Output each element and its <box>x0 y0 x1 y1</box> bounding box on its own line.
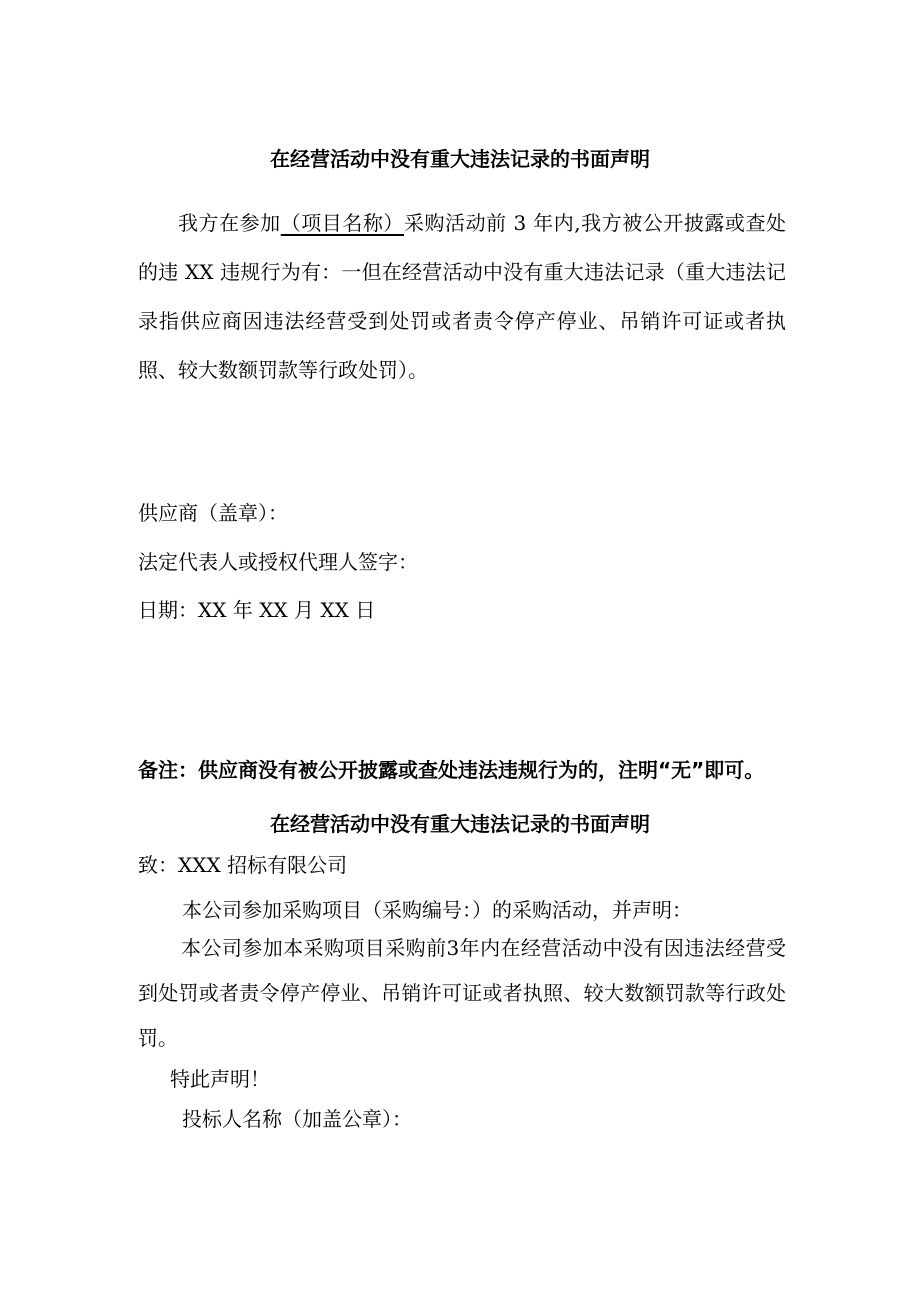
addressee-line: 致：XXX 招标有限公司 <box>138 853 348 877</box>
declaration-intro: 本公司参加采购项目（采购编号：）的采购活动，并声明： <box>182 898 692 922</box>
date-line: 日期：XX 年 XX 月 XX 日 <box>138 598 376 622</box>
note: 备注：供应商没有被公开披露或查处违法违规行为的，注明“无”即可。 <box>138 758 765 782</box>
bidder-seal-line: 投标人名称（加盖公章）： <box>182 1107 412 1131</box>
representative-signature-line: 法定代表人或授权代理人签字： <box>138 550 418 574</box>
declaration-body-2: 本公司参加本采购项目采购前3年内在经营活动中没有因违法经营受到处罚或者责令停产停业、吊销许可证或者执照、较大数额罚款等行政处罚。 <box>138 936 786 1050</box>
hereby-declare: 特此声明！ <box>170 1067 270 1091</box>
declaration-body-prefix: 我方在参加 <box>178 211 281 235</box>
declaration-body <box>138 199 786 395</box>
declaration-title-2: 在经营活动中没有重大违法记录的书面声明 <box>270 812 650 836</box>
declaration-title: 在经营活动中没有重大违法记录的书面声明 <box>270 147 650 171</box>
project-name-placeholder: （项目名称） <box>280 211 404 235</box>
supplier-seal-line: 供应商（盖章）： <box>138 501 288 525</box>
declaration-body-suffix: 采购活动前 3 年内,我方被公开披露或查处的违 XX 违规行为有：一但在经营活动中没有重大违法记录（重大违法记录指供应商因违法经营受到处罚或者责令停产停业、吊销许可证或者执照、较大数额罚款等行政处罚）。 <box>138 211 787 382</box>
